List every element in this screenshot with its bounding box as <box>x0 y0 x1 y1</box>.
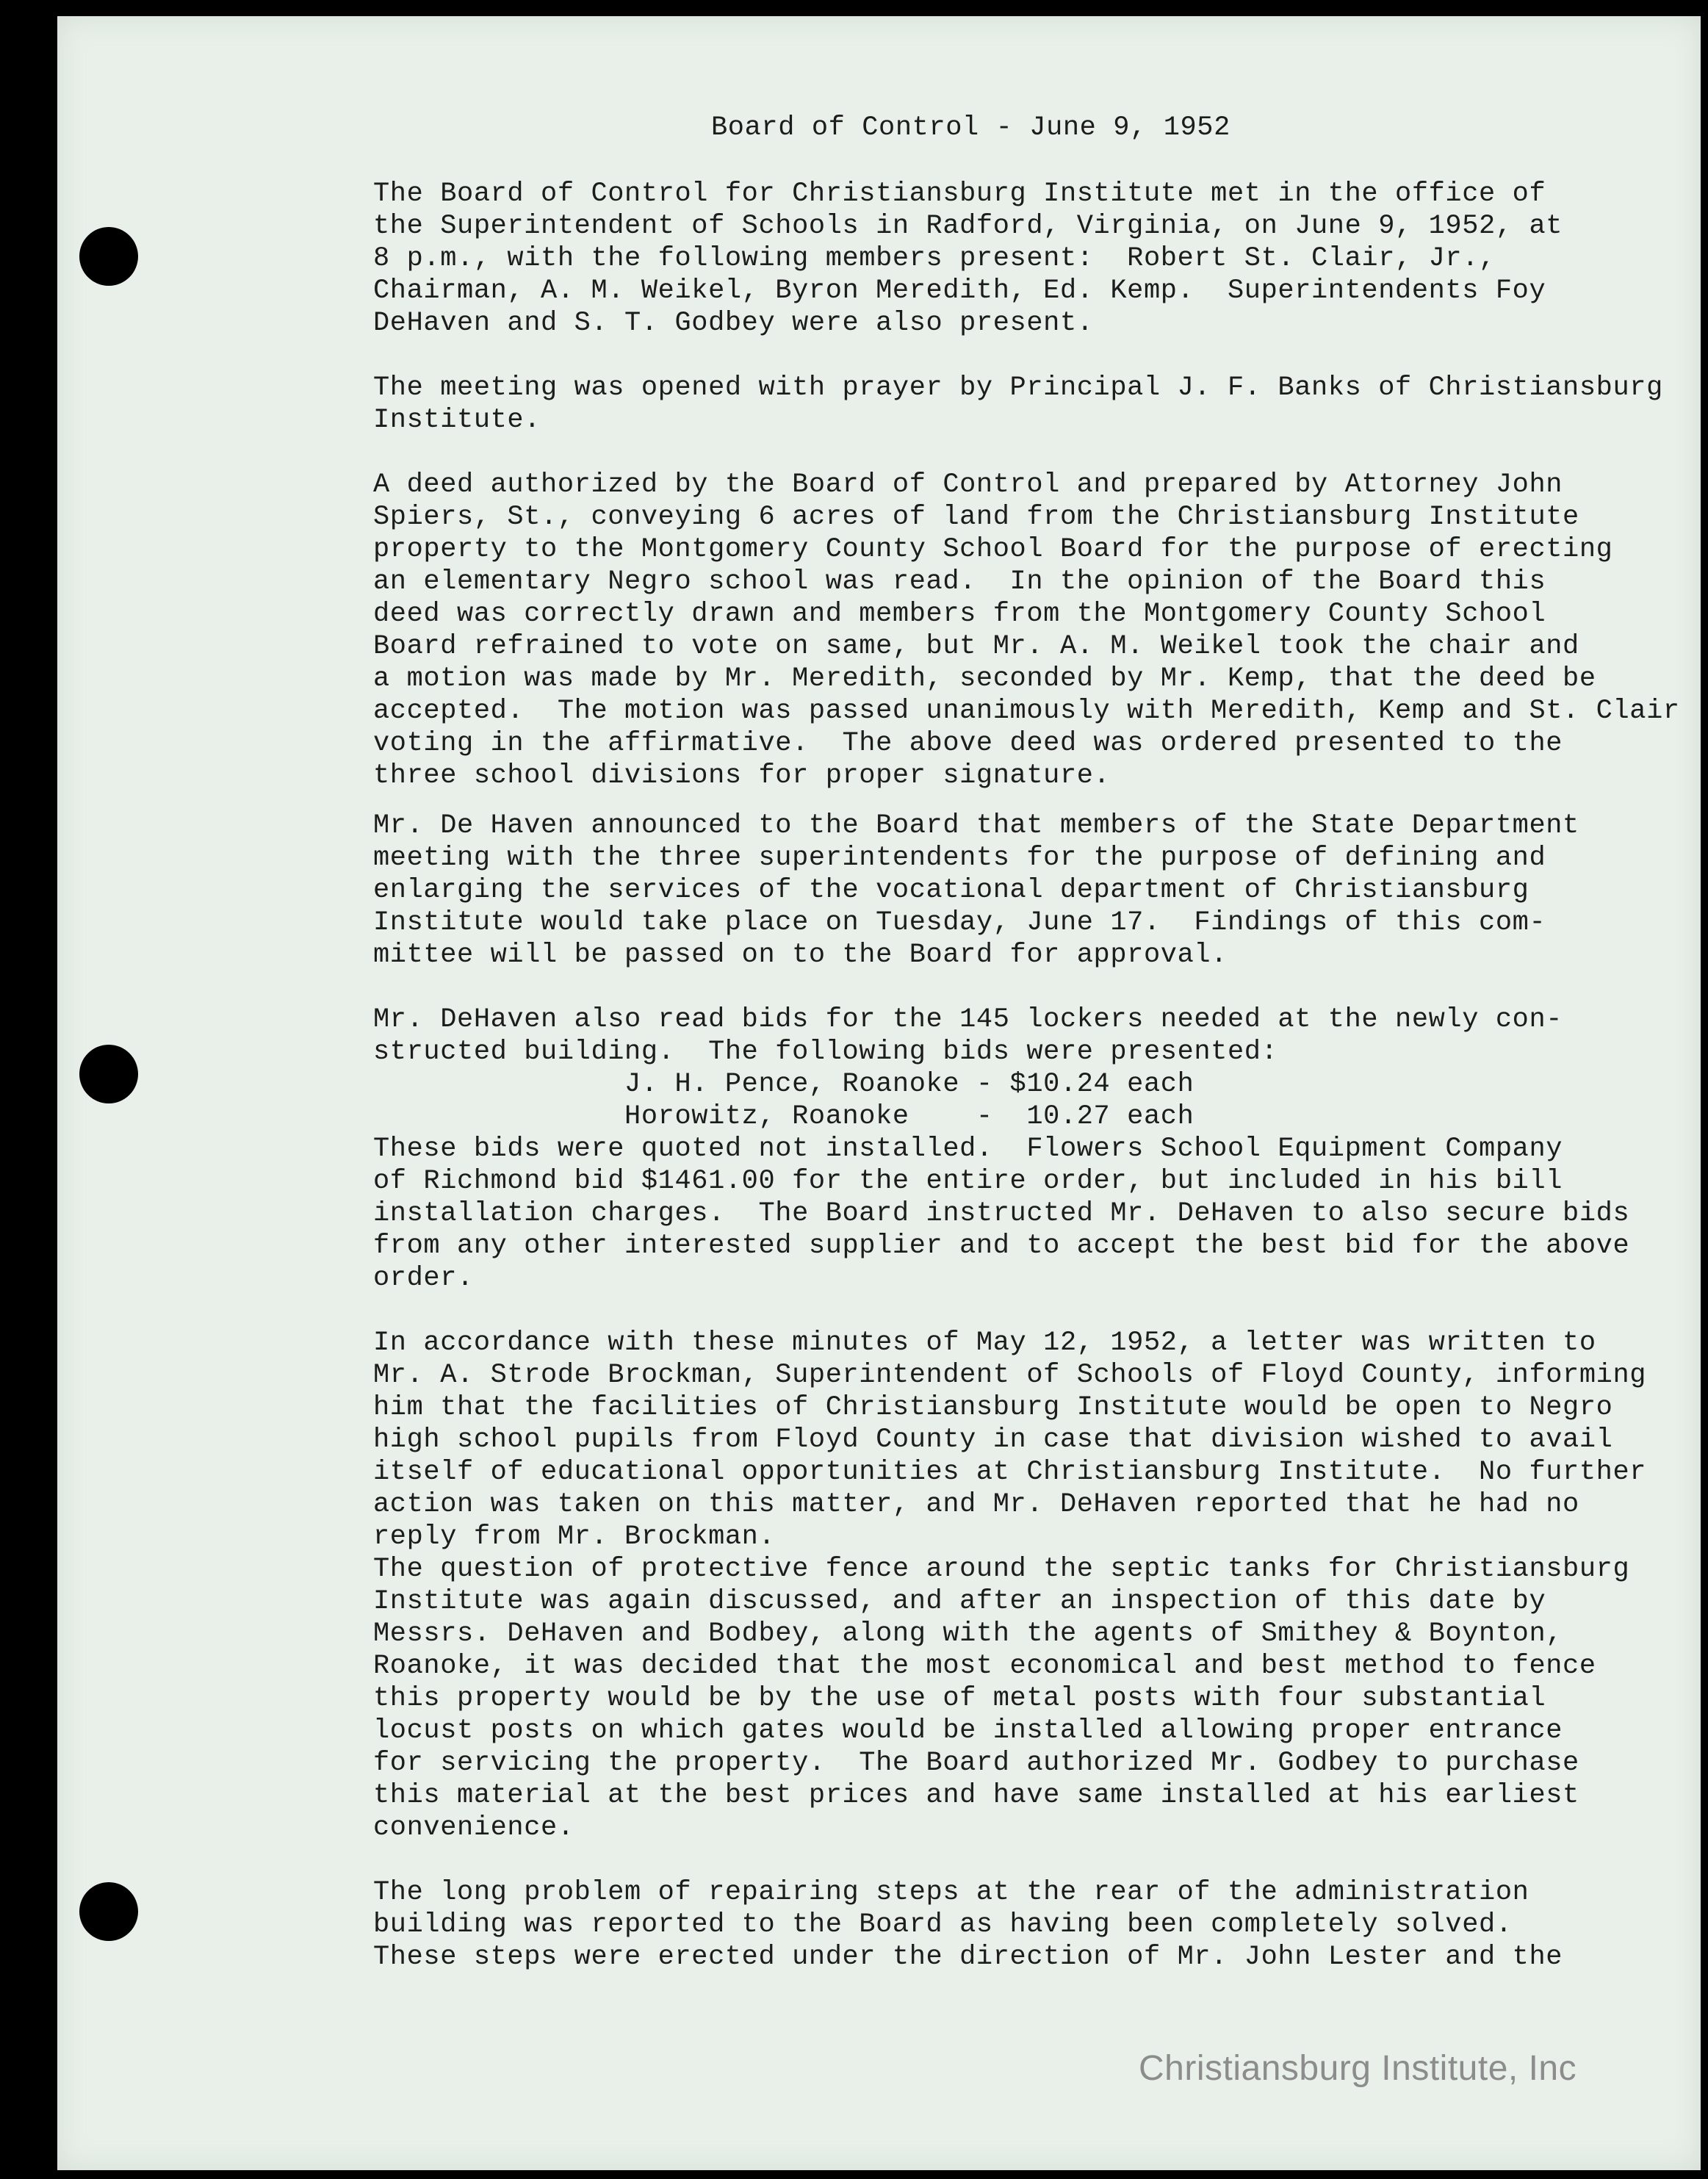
document-title: Board of Control - June 9, 1952 <box>711 112 1230 143</box>
paragraph-septic-fence: The question of protective fence around the septic tanks for Christiansburg Institute was again discussed, and after an inspection of this date by Messrs. DeHaven and Bodbey, along with the agents of Smithey & Boynton, Roanoke, it was decided that the most economical and best method to fence this property would be by the use of metal posts with four substantial locust posts on which gates would be installed allowing proper entrance for servicing the property. The Board authorized Mr. Godbey to purchase this material at the best prices and have same installed at his earliest convenience. <box>373 1554 1630 1843</box>
paragraph-deed: A deed authorized by the Board of Control and prepared by Attorney John Spiers, St., conveying 6 acres of land from the Christiansburg Institute property to the Montgomery County School Board for the purpose of erecting an elementary Negro school was read. In the opinion of the Board this deed was correctly drawn and members from the Montgomery County School Board refrained to vote on same, but Mr. A. M. Weikel took the chair and a motion was made by Mr. Meredith, seconded by Mr. Kemp, that the deed be accepted. The motion was passed unanimously with Meredith, Kemp and St. Clair voting in the affirmative. The above deed was ordered presented to the three school divisions for proper signature. <box>373 469 1680 791</box>
paragraph-floyd-county-letter: In accordance with these minutes of May 12, 1952, a letter was written to Mr. A. Strode Brockman, Superintendent of Schools of Floyd County, informing him that the facilities of Christiansburg Institute would be open to Negro high school pupils from Floyd County in case that division wished to avail itself of educational opportunities at Christiansburg Institute. No further action was taken on this matter, and Mr. DeHaven reported that he had no reply from Mr. Brockman. <box>373 1328 1647 1552</box>
paragraph-opening-prayer: The meeting was opened with prayer by Principal J. F. Banks of Christiansburg Institute. <box>373 372 1663 436</box>
paragraph-repair-steps: The long problem of repairing steps at the rear of the administration building was reported to the Board as having been completely solved. These steps were erected under the direction of Mr. John Lester and the <box>373 1877 1563 1973</box>
paragraph-meeting-attendance: The Board of Control for Christiansburg Institute met in the office of the Superintendent of Schools in Radford, Virginia, on June 9, 1952, at 8 p.m., with the following members present: Robert St. Clair, Jr., Chairman, A. M. Weikel, Byron Meredith, Ed. Kemp. Superintendents Foy DeHaven and S. T. Godbey were also present. <box>373 179 1563 339</box>
paragraph-state-department: Mr. De Haven announced to the Board that members of the State Department meeting with the three superintendents for the purpose of defining and enlarging the services of the vocational department of Christiansburg Institute would take place on Tuesday, June 17. Findings of this com- mittee will be passed on to the Board for approval. <box>373 810 1579 970</box>
punch-hole-top <box>79 227 138 286</box>
punch-hole-middle <box>79 1045 138 1103</box>
watermark: Christiansburg Institute, Inc <box>1139 2049 1577 2088</box>
punch-hole-bottom <box>79 1882 138 1941</box>
document-page <box>57 16 1701 2170</box>
paragraph-locker-bids: Mr. DeHaven also read bids for the 145 lockers needed at the newly con- structed building. The following bids were presented: J. H. Pence, Roanoke - $10.24 each Horowitz, Roanoke - 10.27 each These bids were quoted not installed. Flowers School Equipment Company of Richmond bid $1461.00 for the entire order, but included in his bill installation charges. The Board instructed Mr. DeHaven to also secure bids from any other interested supplier and to accept the best bid for the above order. <box>373 1004 1630 1294</box>
